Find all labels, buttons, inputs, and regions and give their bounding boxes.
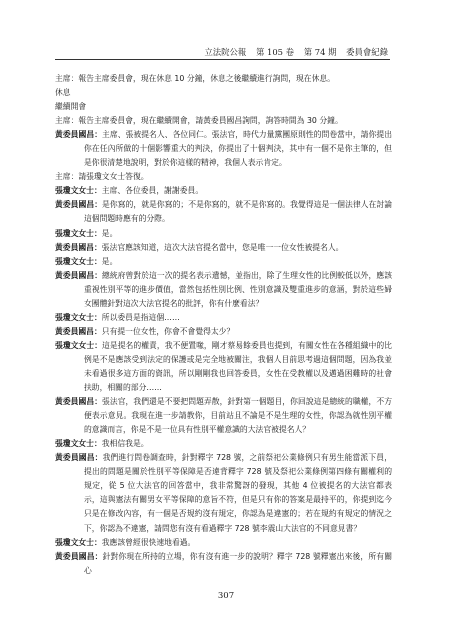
volume-number: 第 105 卷 xyxy=(255,47,295,57)
speaker-name: 黃委員國昌： xyxy=(55,397,103,407)
speaker-name: 張瓊文女士： xyxy=(55,312,102,322)
section-title: 委員會紀錄 xyxy=(346,47,388,57)
speech-text: 我應該曾經很快速地看過。 xyxy=(101,537,196,547)
transcript-paragraph xyxy=(55,241,392,255)
transcript-paragraph xyxy=(55,128,392,170)
speech-text: 這是提名的權責，我不便置喙，剛才蔡易餘委員也提到，有關女性在各種組織中的比例是不是應該受到法定的保護或是完全地被關注，我個人目前思考過這個問題，因為我並未看過很多這方面的資訊，所以剛剛我也回答委員，女性在受教權以及邁過困難時的社會扶助，相關的部分…… xyxy=(84,340,392,393)
speaker-name: 黃委員國昌： xyxy=(55,130,103,140)
speaker-name: 張瓊文女士： xyxy=(55,256,102,266)
speech-text: 是。 xyxy=(101,256,118,266)
transcript-paragraph xyxy=(55,72,392,86)
page-number: 307 xyxy=(217,591,235,601)
speech-text: 我們進行問卷調查時，針對釋字 728 號，之前祭祀公業條例只有男生能當派下員，提出的問題是關於性別平等保障是否違背釋字 728 號及祭祀公業條例第四條有關權利的規定，從 5 位大法官的回答當中，我非常驚訝的發現，其他 4 位被提名的大法官都表示，這與憲法有關男女平等保障的意旨不符，但是只有你的答案是最持平的，你提到迄今只是在修改內容，有一個是否規約沒有規定，你認為是違憲的；若在規約有規定的情況之下，你認為不違憲，請問您有沒有看過釋字 728 號李震山大法官的不同意見書？ xyxy=(84,453,392,533)
transcript-paragraph xyxy=(55,325,392,339)
transcript-paragraph xyxy=(55,437,392,451)
speaker-name: 張瓊文女士： xyxy=(55,439,102,449)
speech-text: 我相信我是。 xyxy=(101,439,149,449)
speech-text: 針對你現在所持的立場，你有沒有進一步的說明？釋字 728 號釋憲出來後，所有關心 xyxy=(84,551,392,575)
transcript-paragraph xyxy=(55,170,392,184)
speaker-name: 黃委員國昌： xyxy=(55,242,102,252)
speech-text: 張法官，我們還是不要把問題弄散，針對第一個題目，你回說這是總統的職權，不方便表示意見。我現在進一步請教你，目前站且不論是不是生理的女性，你認為就性別平權的意識而言，你是不是一位具有性別平權意識的大法官被提名人？ xyxy=(84,397,392,435)
transcript-paragraph xyxy=(55,339,392,395)
transcript-paragraph xyxy=(55,255,392,269)
speech-text: 張法官應該知道，這次大法官提名當中，您是唯一一位女性被提名人。 xyxy=(101,242,344,252)
speaker-name: 黃委員國昌： xyxy=(55,270,103,280)
transcript-paragraph xyxy=(55,100,392,114)
speech-text: 休息 xyxy=(55,88,71,98)
speech-text: 主席：報告主席委員會，現在繼續開會，請黃委員國昌詢問，詢答時間為 30 分鐘。 xyxy=(55,116,343,126)
speech-text: 只有提一位女性，你會不會覺得太少？ xyxy=(101,326,235,336)
transcript-paragraph xyxy=(55,536,392,550)
transcript-body xyxy=(55,72,392,578)
transcript-paragraph xyxy=(55,114,392,128)
transcript-paragraph xyxy=(55,311,392,325)
transcript-paragraph xyxy=(55,184,392,198)
transcript-paragraph xyxy=(55,86,392,100)
speech-text: 是。 xyxy=(101,228,118,238)
speech-text: 所以委員是指這個…… xyxy=(101,312,180,322)
speech-text: 主席：請張瓊文女士答復。 xyxy=(55,172,149,182)
speaker-name: 張瓊文女士： xyxy=(55,537,102,547)
transcript-paragraph xyxy=(55,451,392,535)
speaker-name: 黃委員國昌： xyxy=(55,453,103,463)
transcript-paragraph xyxy=(55,227,392,241)
page-header xyxy=(197,46,388,58)
speech-text: 繼續開會 xyxy=(55,102,87,112)
transcript-paragraph xyxy=(55,550,392,578)
speaker-name: 黃委員國昌： xyxy=(55,326,102,336)
transcript-paragraph xyxy=(55,198,392,226)
publication-title: 立法院公報 xyxy=(204,47,247,57)
transcript-paragraph xyxy=(55,269,392,311)
speaker-name: 張瓊文女士： xyxy=(55,340,103,350)
speaker-name: 黃委員國昌： xyxy=(55,200,103,210)
header-divider xyxy=(55,59,390,60)
speech-text: 主席、各位委員，謝謝委員。 xyxy=(101,186,204,196)
transcript-paragraph xyxy=(55,395,392,437)
speech-text: 主席：報告主席委員會，現在休息 10 分鐘，休息之後繼續進行詢問，現在休息。 xyxy=(55,74,335,83)
speech-text: 總統府曾對於這一次的提名表示遺憾，並指出，除了生理女性的比例較低以外，應該重視性別平等的進步價值，當然包括性別比例、性別意識及雙重進步的意涵，對於這些婦女團體針對這次大法官提名的批評，你有什麼看法？ xyxy=(84,270,392,308)
issue-number: 第 74 期 xyxy=(303,47,337,57)
speech-text: 主席、張被提名人、各位同仁。張法官，時代力量黨團原則性的問卷當中，請你提出你在任內所做的十個影響重大的判決，你提出了十個判決，其中有一個不是你主筆的，但是你很清楚地說明，對於你這樣的精神，我個人表示肯定。 xyxy=(84,130,392,168)
speaker-name: 張瓊文女士： xyxy=(55,228,102,238)
speaker-name: 黃委員國昌： xyxy=(55,551,103,561)
speaker-name: 張瓊文女士： xyxy=(55,186,102,196)
speech-text: 是你寫的，就是你寫的；不是你寫的，就不是你寫的。我覺得這是一個法律人在討論這個問題時應有的分際。 xyxy=(84,200,392,224)
